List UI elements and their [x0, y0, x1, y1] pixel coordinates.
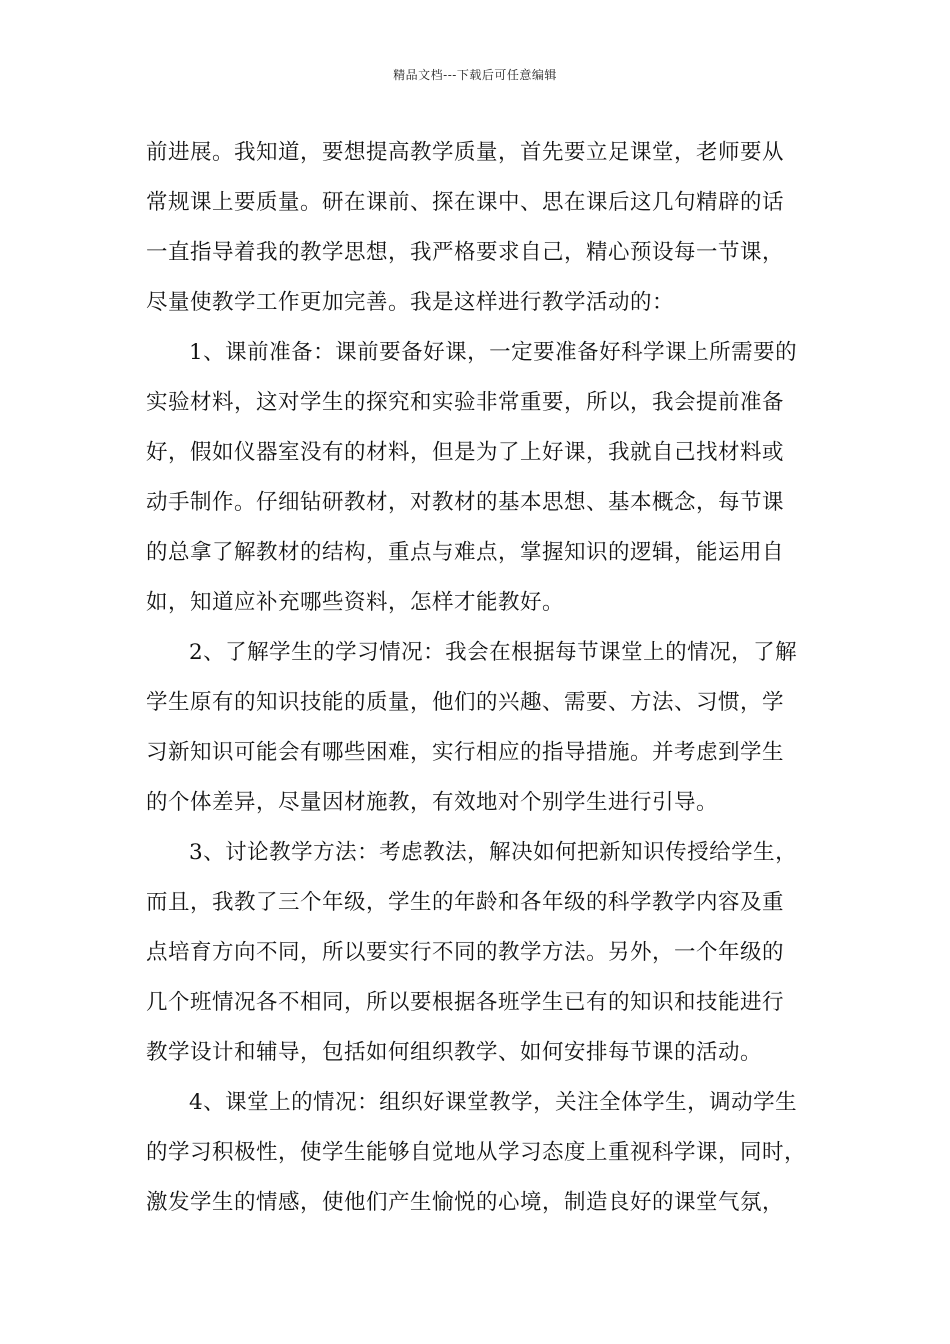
text-line: 常规课上要质量。研在课前、探在课中、思在课后这几句精辟的话 — [146, 190, 785, 215]
text-line: 2、了解学生的学习情况：我会在根据每节课堂上的情况，了解 — [189, 640, 798, 665]
text-line: 实验材料，这对学生的探究和实验非常重要，所以，我会提前准备 — [146, 390, 785, 415]
text-line: 4、课堂上的情况：组织好课堂教学，关注全体学生，调动学生 — [189, 1090, 798, 1115]
paragraph — [146, 328, 818, 628]
text-line: 的总拿了解教材的结构，重点与难点，掌握知识的逻辑，能运用自 — [146, 540, 785, 565]
text-line: 习新知识可能会有哪些困难，实行相应的指导措施。并考虑到学生 — [146, 740, 785, 765]
text-line: 激发学生的情感，使他们产生愉悦的心境，制造良好的课堂气氛， — [146, 1190, 785, 1215]
paragraph — [146, 628, 818, 828]
document-body — [146, 128, 818, 1228]
text-line: 尽量使教学工作更加完善。我是这样进行教学活动的： — [146, 290, 675, 315]
text-line: 教学设计和辅导，包括如何组织教学、如何安排每节课的活动。 — [146, 1040, 763, 1065]
text-line: 几个班情况各不相同，所以要根据各班学生已有的知识和技能进行 — [146, 990, 785, 1015]
text-line: 学生原有的知识技能的质量，他们的兴趣、需要、方法、习惯，学 — [146, 690, 785, 715]
text-line: 1、课前准备：课前要备好课，一定要准备好科学课上所需要的 — [189, 340, 798, 365]
page-header: 精品文档---下载后可任意编辑 — [393, 68, 557, 82]
text-line: 前进展。我知道，要想提高教学质量，首先要立足课堂，老师要从 — [146, 140, 785, 165]
text-line: 好，假如仪器室没有的材料，但是为了上好课，我就自己找材料或 — [146, 440, 785, 465]
text-line: 点培育方向不同，所以要实行不同的教学方法。另外，一个年级的 — [146, 940, 785, 965]
text-line: 如，知道应补充哪些资料，怎样才能教好。 — [146, 590, 565, 615]
text-line: 而且，我教了三个年级，学生的年龄和各年级的科学教学内容及重 — [146, 890, 785, 915]
text-line: 一直指导着我的教学思想，我严格要求自己，精心预设每一节课， — [146, 240, 785, 265]
text-line: 的个体差异，尽量因材施教，有效地对个别学生进行引导。 — [146, 790, 719, 815]
text-line: 的学习积极性，使学生能够自觉地从学习态度上重视科学课，同时， — [146, 1140, 807, 1165]
paragraph — [146, 128, 818, 328]
text-line: 动手制作。仔细钻研教材，对教材的基本思想、基本概念，每节课 — [146, 490, 785, 515]
text-line: 3、讨论教学方法：考虑教法，解决如何把新知识传授给学生， — [189, 840, 798, 865]
paragraph — [146, 1078, 818, 1228]
paragraph — [146, 828, 818, 1078]
